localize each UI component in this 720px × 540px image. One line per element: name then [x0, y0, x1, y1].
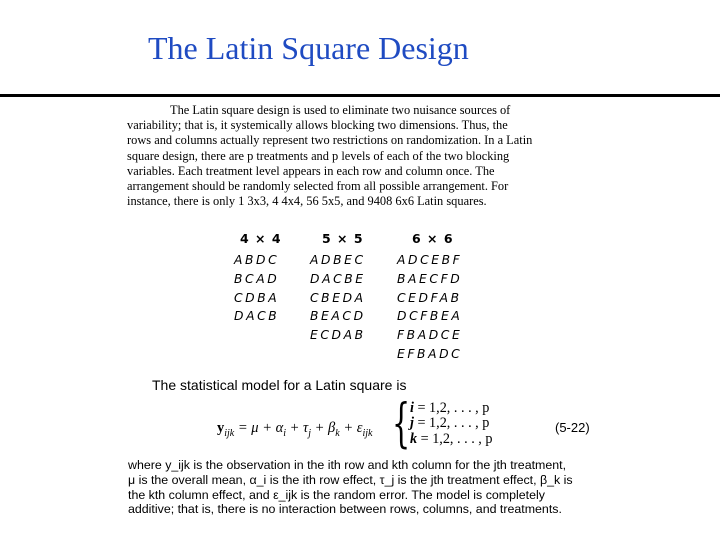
index-range: k = 1,2, . . . , p	[410, 430, 493, 447]
square-row: ADBEC	[310, 253, 366, 267]
square-row: BEACD	[310, 309, 366, 324]
square-row: EFBADC	[397, 346, 463, 361]
square-row: CEDFAB	[397, 290, 462, 305]
intro-line: The Latin square design is used to eliminate two nuisance sources of	[170, 103, 511, 117]
cases-brace: {	[392, 394, 411, 454]
equation-number: (5-22)	[555, 420, 590, 435]
explanation-line: the kth column effect, and ε_ijk is the random error. The model is completely	[128, 487, 545, 502]
intro-line: rows and columns actually represent two restrictions on randomization. In a Latin	[127, 133, 533, 148]
square-row: CDBA	[234, 290, 280, 305]
square-row: CBEDA	[310, 290, 366, 305]
square-row: DACBE	[310, 271, 366, 286]
intro-line: instance, there is only 1 3x3, 4 4x4, 56 5x5, and 9408 6x6 Latin squares.	[127, 194, 487, 209]
intro-paragraph	[127, 103, 597, 209]
square-row: BCAD	[234, 271, 280, 286]
intro-line: variability; that is, it systemically allows blocking two dimensions. Thus, the	[127, 118, 508, 133]
index-range: i = 1,2, . . . , p	[410, 400, 490, 416]
latin-square-4x4	[234, 231, 282, 326]
index-range: j = 1,2, . . . , p	[410, 415, 490, 432]
equation-lhs-subscript: ijk	[224, 427, 235, 439]
model-intro: The statistical model for a Latin square is	[152, 377, 407, 393]
square-row: FBADCE	[397, 328, 463, 343]
title-divider	[0, 94, 720, 97]
explanation-line: additive; that is, there is no interaction between rows, columns, and treatments.	[128, 502, 562, 517]
index-ranges	[410, 401, 493, 447]
latin-square-6x6	[397, 231, 462, 364]
intro-line: square design, there are p treatments and p levels of each of the two blocking	[127, 148, 510, 163]
square-row: DCFBEA	[397, 309, 463, 324]
explanation-line: where y_ijk is the observation in the ith row and kth column for the jth treatment,	[128, 458, 567, 472]
square-title: 5 × 5	[322, 231, 364, 246]
square-row: BAECFD	[397, 271, 463, 286]
square-title: 4 × 4	[240, 231, 282, 246]
slide-title: The Latin Square Design	[148, 30, 469, 66]
latin-square-5x5	[310, 231, 366, 345]
intro-line: variables. Each treatment level appears in each row and column once. The	[127, 163, 495, 178]
model-explanation	[128, 458, 603, 517]
square-row: ABDC	[234, 253, 280, 267]
intro-line: arrangement should be randomly selected from all possible arrangement. For	[127, 179, 509, 194]
square-row: ADCEBF	[397, 253, 463, 267]
square-title: 6 × 6	[412, 231, 454, 246]
square-row: DACB	[234, 309, 280, 324]
square-row: ECDAB	[310, 328, 366, 343]
equation-lhs: y	[217, 420, 225, 436]
model-equation: $y_{ijk} = \mu + \alpha_i + \tau_j + \beta_k + \varepsilon_{ijk}$	[217, 420, 373, 439]
explanation-line: μ is the overall mean, α_i is the ith row effect, τ_j is the jth treatment effect, β_k is	[128, 472, 573, 487]
